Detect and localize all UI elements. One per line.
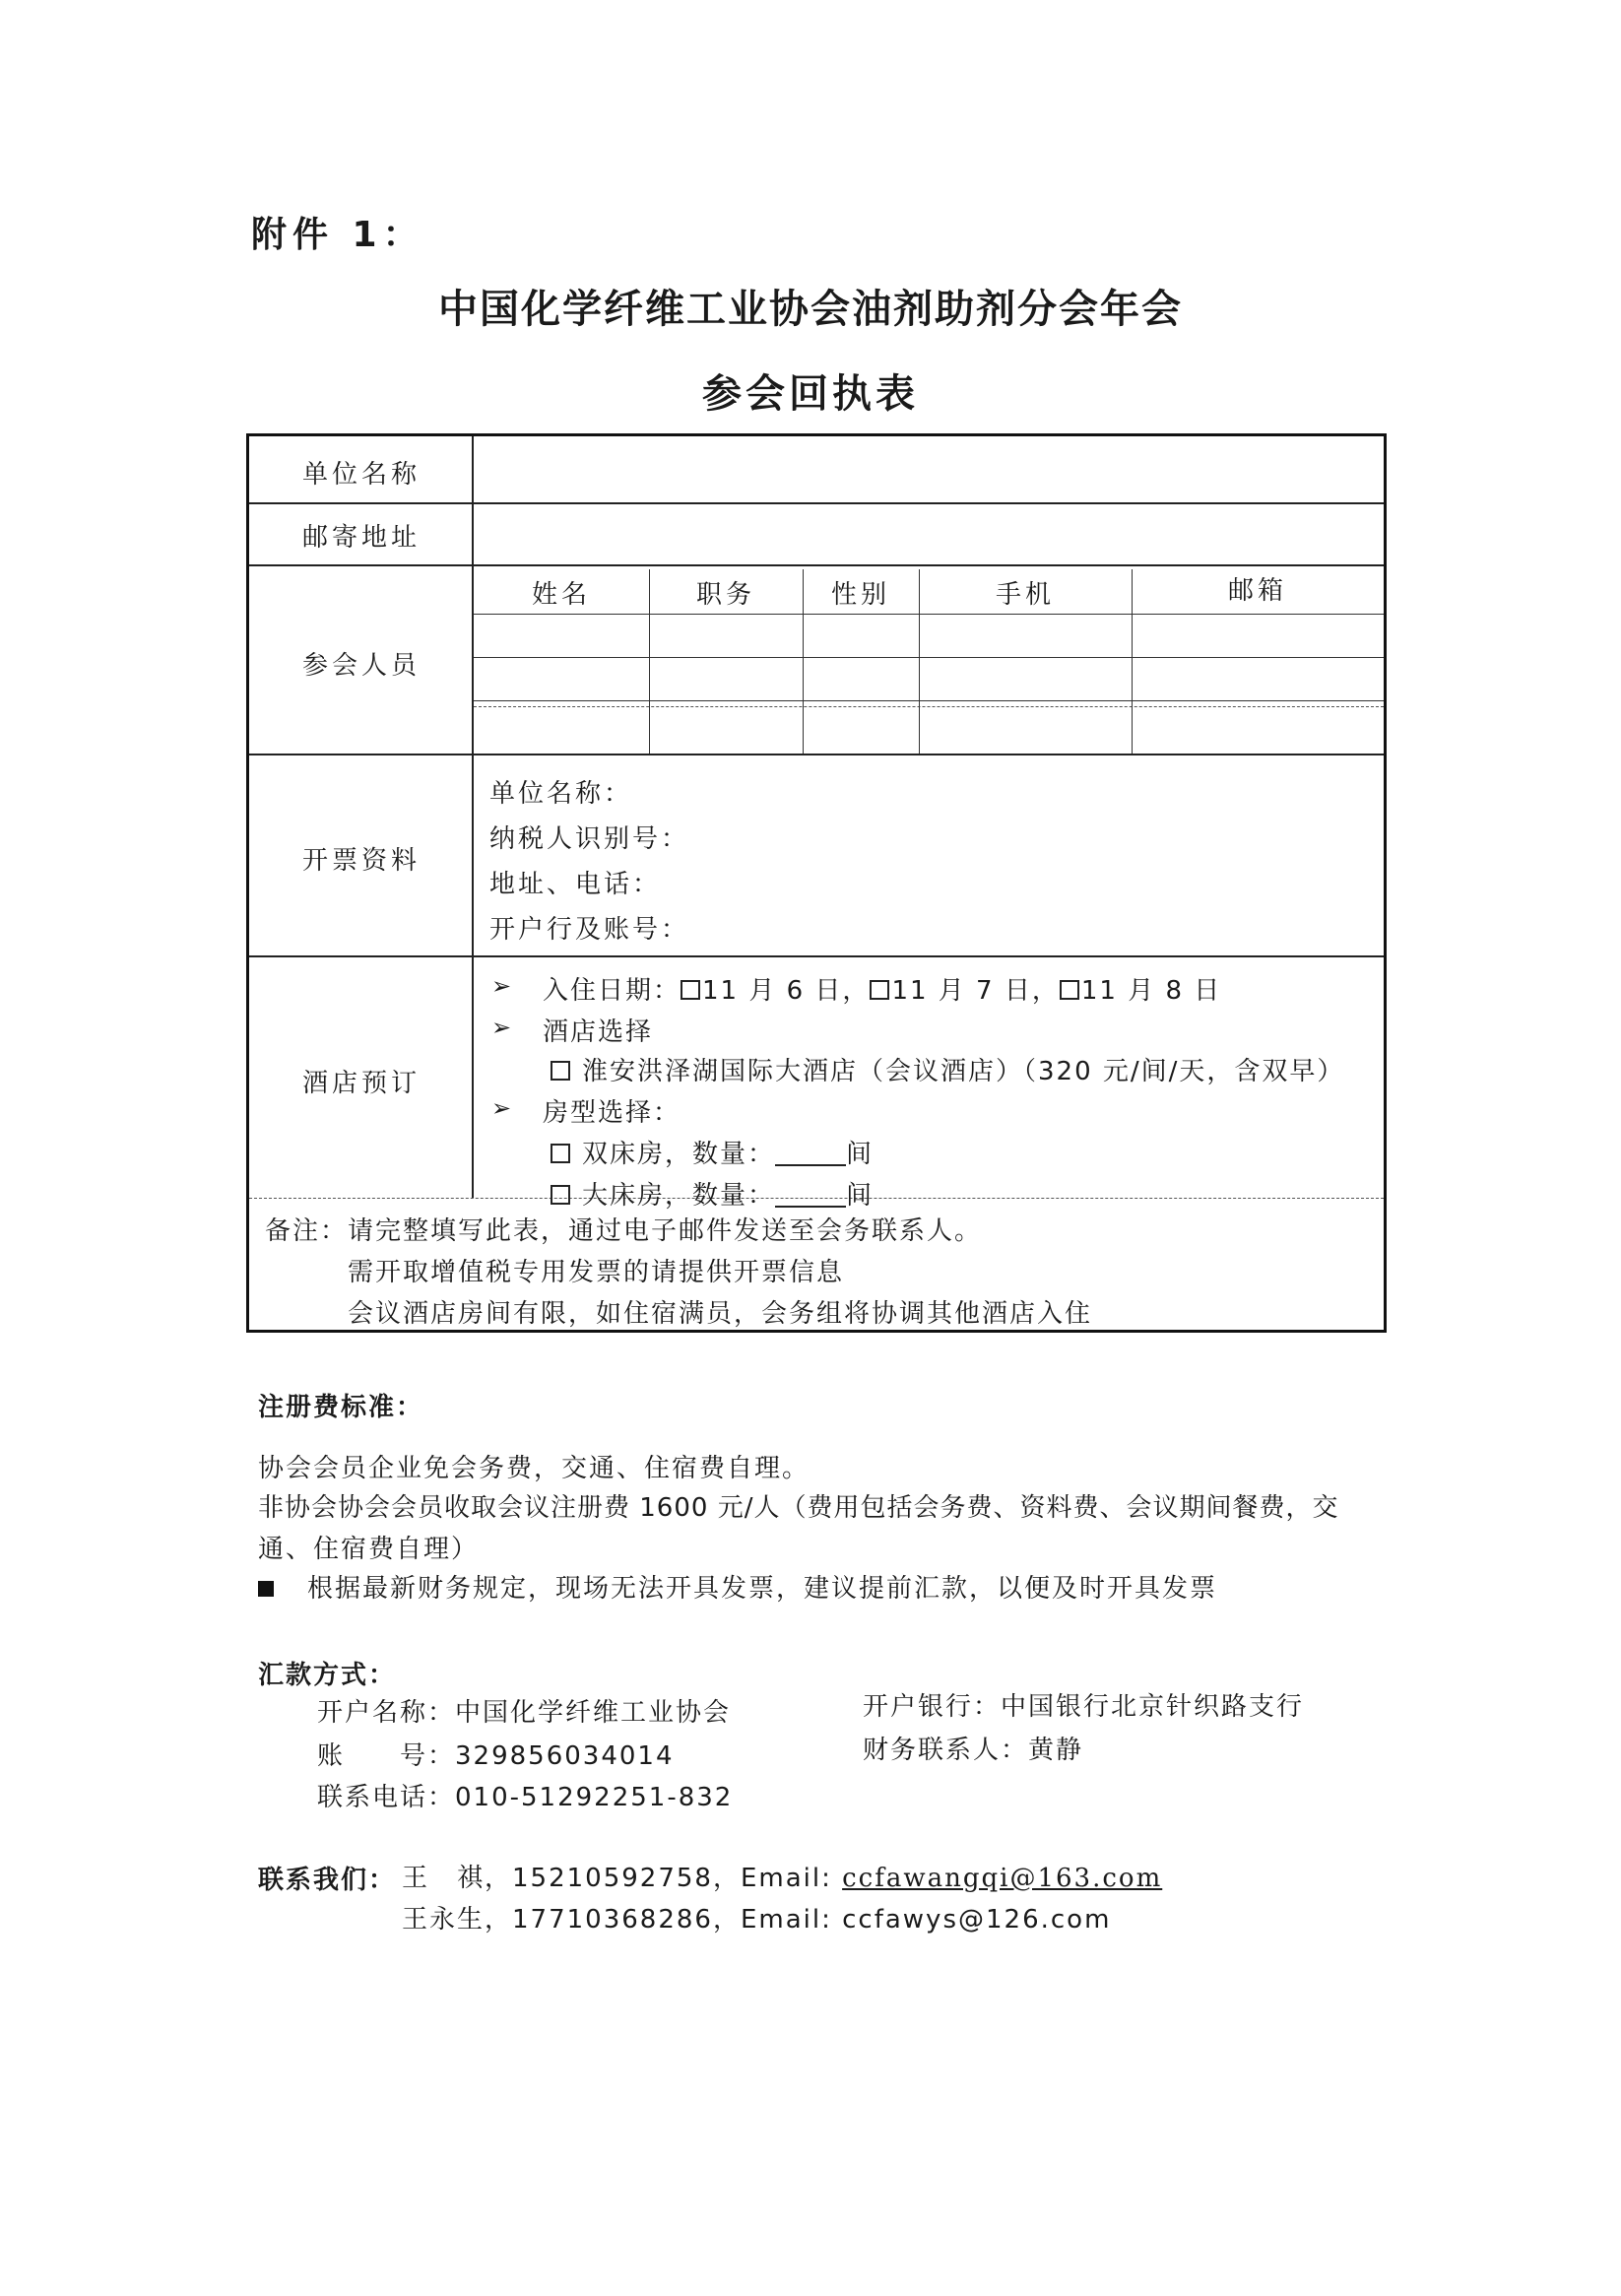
room-unit: 间 [846,1181,875,1211]
invoice-bank-field: 开户行及账号： [489,915,690,945]
room-unit: 间 [846,1140,875,1169]
invoice-tax-id-field: 纳税人识别号： [489,824,690,854]
fees-line-2a: 非协会协会会员收取会议注册费 1600 元/人（费用包括会务费、资料费、会议期间餐费，交 [258,1493,1339,1523]
checkbox-icon[interactable] [1060,980,1079,1000]
invoice-company-field: 单位名称： [489,779,633,809]
twin-room-text: 双床房，数量： [582,1140,776,1169]
payment-heading: 汇款方式： [258,1661,397,1690]
checkbox-icon[interactable] [681,980,700,1000]
king-room-quantity-blank[interactable] [775,1184,846,1208]
account-number-row [317,1736,675,1772]
checkin-label: 入住日期： [543,976,681,1006]
twin-room-quantity-blank[interactable] [775,1143,846,1166]
checkin-dates [543,970,1221,1007]
contact-1 [402,1858,1162,1894]
king-room-option [551,1175,874,1212]
fees-line-2b: 通、住宿费自理） [258,1535,480,1564]
arrow-bullet-icon: ➢ [491,972,512,1000]
invoice-info-label: 开票资料 [301,846,421,876]
contact-1-email-link[interactable]: ccfawangqi@163.com [842,1864,1163,1893]
checkbox-icon[interactable] [551,1061,570,1081]
arrow-bullet-icon: ➢ [491,1094,512,1122]
mailing-address-label: 邮寄地址 [301,523,421,553]
remark-line-1: 备注：请完整填写此表，通过电子邮件发送至会务联系人。 [265,1216,983,1246]
checkin-option-2: 11 月 7 日， [891,976,1060,1006]
remark-line-3: 会议酒店房间有限，如住宿满员，会务组将协调其他酒店入住 [348,1299,1093,1329]
attachment-label: 附件 1： [251,215,424,255]
attendees-label: 参会人员 [301,651,421,681]
col-mobile: 手机 [995,580,1055,610]
col-email: 邮箱 [1227,576,1287,606]
room-type-label: 房型选择： [543,1098,681,1128]
contact-2: 王永生，17710368286，Email: ccfawys@126.com [402,1905,1112,1935]
registration-form-table [246,433,1387,1333]
hotel-option-text: 淮安洪泽湖国际大酒店（会议酒店）（320 元/间/天，含双早） [582,1057,1345,1086]
checkbox-icon[interactable] [551,1185,570,1205]
checkin-option-3: 11 月 8 日 [1080,976,1222,1006]
bank-name: 开户银行：中国银行北京针织路支行 [863,1692,1305,1722]
account-name: 开户名称：中国化学纤维工业协会 [317,1698,732,1728]
contact-label: 联系我们： [258,1866,397,1895]
fees-line-1: 协会会员企业免会务费，交通、住宿费自理。 [258,1454,810,1483]
contact-1-info: 王 祺，15210592758，Email: [402,1864,843,1893]
hotel-booking-label: 酒店预订 [301,1069,421,1098]
col-position: 职务 [695,580,755,610]
checkbox-icon[interactable] [870,980,889,1000]
account-number-label: 账 号： [317,1741,456,1771]
remark-line-2: 需开取增值税专用发票的请提供开票信息 [348,1258,845,1287]
checkin-option-1: 11 月 6 日， [702,976,871,1006]
finance-contact: 财务联系人：黄静 [863,1736,1084,1765]
king-room-text: 大床房，数量： [582,1181,776,1211]
col-name: 姓名 [531,580,591,610]
account-number: 329856034014 [455,1741,675,1771]
checkbox-icon[interactable] [551,1144,570,1163]
invoice-address-field: 地址、电话： [489,870,662,899]
hotel-choice-label: 酒店选择 [543,1017,654,1047]
fees-bullet [258,1568,1217,1605]
col-gender: 性别 [830,580,890,610]
document-title: 中国化学纤维工业协会油剂助剂分会年会 [438,287,1183,332]
fees-heading: 注册费标准： [258,1393,424,1422]
twin-room-option [551,1134,874,1170]
arrow-bullet-icon: ➢ [491,1014,512,1041]
company-name-label: 单位名称 [301,460,421,490]
contact-phone: 联系电话：010-51292251-832 [317,1783,734,1812]
fees-bullet-text: 根据最新财务规定，现场无法开具发票，建议提前汇款，以便及时开具发票 [307,1574,1218,1604]
hotel-option [551,1051,1344,1087]
document-subtitle: 参会回执表 [702,371,919,417]
square-bullet-icon [258,1581,274,1597]
